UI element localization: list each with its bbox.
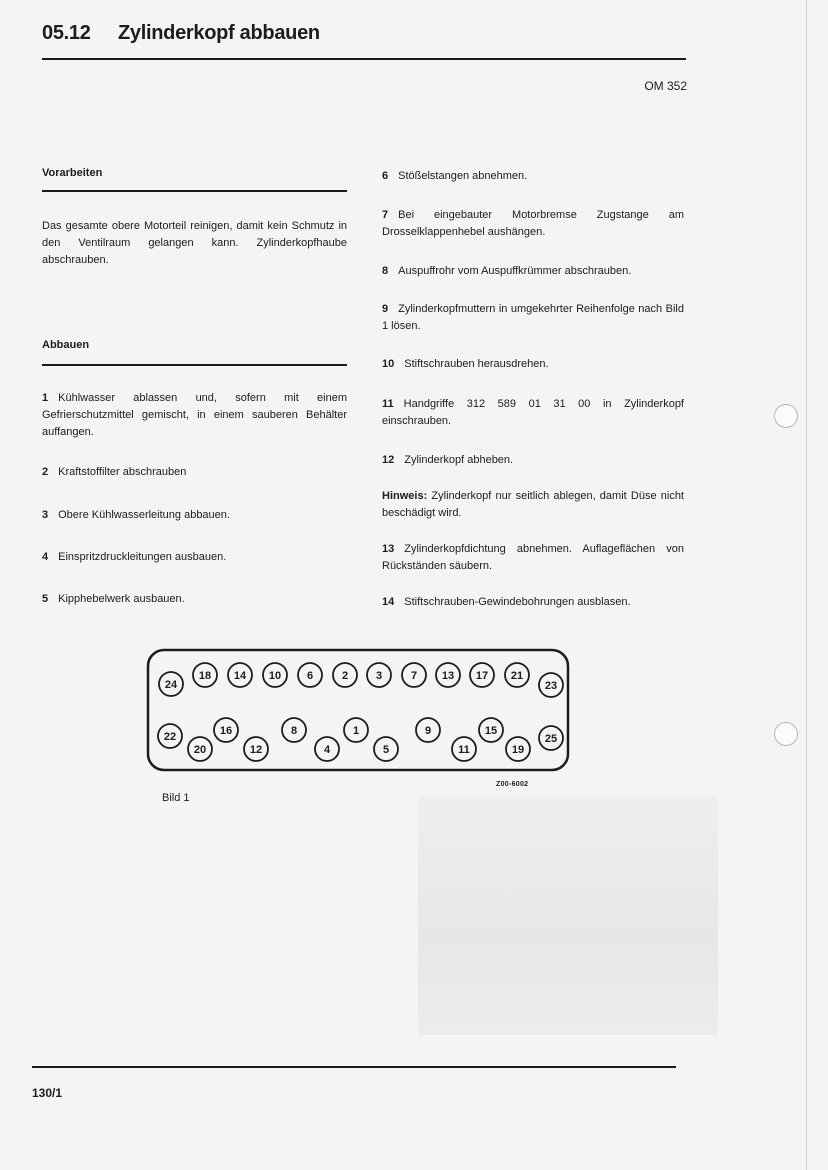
step-text: Kipphebelwerk ausbauen. (58, 593, 185, 605)
page-edge (806, 0, 807, 1170)
step-7 (382, 207, 684, 241)
bolt-sequence-svg (146, 648, 574, 793)
section-heading-preparation: Vorarbeiten (42, 167, 103, 179)
step-13 (382, 541, 684, 575)
step-9 (382, 301, 684, 335)
step-text: Auspuffrohr vom Auspuffkrümmer abschrauben. (398, 265, 632, 277)
bolt-label-17: 17 (475, 670, 489, 682)
step-10 (382, 356, 684, 373)
step-number: 13 (382, 543, 395, 555)
step-text: Kühlwasser ablassen und, sofern mit einem Gefrierschutzmittel gemischt, in einem sauberen Behälter auffangen. (42, 392, 347, 438)
chapter-number: 05.12 (42, 22, 91, 44)
step-text: Zylinderkopfmuttern in umgekehrter Reihenfolge nach Bild 1 lösen. (382, 303, 684, 332)
step-text: Zylinderkopf abheben. (404, 454, 514, 466)
note (382, 488, 684, 522)
bolt-label-23: 23 (544, 680, 558, 692)
bolt-label-18: 18 (198, 670, 212, 682)
step-text: Stiftschrauben-Gewindebohrungen ausblasen. (404, 596, 631, 608)
step-3 (42, 507, 347, 524)
bleed-through-photo (418, 795, 718, 1035)
step-number: 4 (42, 551, 49, 563)
bolt-label-12: 12 (249, 744, 263, 756)
step-number: 9 (382, 303, 389, 315)
bolt-label-9: 9 (424, 725, 432, 737)
step-text: Kraftstoffilter abschrauben (58, 466, 187, 478)
step-2 (42, 464, 347, 481)
step-text: Stiftschrauben herausdrehen. (404, 358, 549, 370)
section-rule-preparation (42, 190, 347, 192)
preparation-text: Das gesamte obere Motorteil reinigen, damit kein Schmutz in den Ventilraum gelangen kann. Zylinderkopfhaube abschrauben. (42, 220, 347, 266)
step-number: 2 (42, 466, 49, 478)
bolt-markers (158, 663, 563, 761)
bolt-label-11: 11 (458, 744, 470, 756)
bolt-sequence-diagram (146, 648, 574, 793)
step-6 (382, 168, 684, 185)
engine-model: OM 352 (644, 79, 687, 93)
punch-hole-lower (774, 722, 798, 746)
bolt-label-1: 1 (352, 725, 360, 737)
bolt-label-6: 6 (306, 670, 314, 682)
note-label: Hinweis: (382, 490, 428, 502)
bolt-label-13: 13 (441, 670, 455, 682)
step-number: 14 (382, 596, 395, 608)
punch-hole-upper (774, 404, 798, 428)
bolt-label-5: 5 (382, 744, 390, 756)
bolt-label-21: 21 (510, 670, 524, 682)
step-number: 6 (382, 170, 389, 182)
bolt-label-20: 20 (193, 744, 207, 756)
step-12 (382, 452, 684, 469)
bolt-label-25: 25 (544, 733, 558, 745)
footer-rule (32, 1066, 676, 1068)
step-text: Obere Kühlwasserleitung abbauen. (58, 509, 230, 521)
step-4 (42, 549, 347, 566)
bolt-label-24: 24 (164, 679, 178, 691)
step-number: 7 (382, 209, 389, 221)
step-number: 8 (382, 265, 389, 277)
step-text: Zylinderkopfdichtung abnehmen. Auflageflächen von Rückständen säubern. (382, 543, 684, 572)
header-rule (42, 58, 686, 60)
bolt-label-10: 10 (268, 670, 282, 682)
note-text: Zylinderkopf nur seitlich ablegen, damit Düse nicht beschädigt wird. (382, 490, 684, 519)
bolt-label-16: 16 (219, 725, 233, 737)
bolt-label-14: 14 (233, 670, 247, 682)
step-5 (42, 591, 347, 608)
bolt-label-15: 15 (484, 725, 498, 737)
bolt-label-7: 7 (410, 670, 418, 682)
step-number: 3 (42, 509, 49, 521)
step-8 (382, 263, 684, 280)
figure-code: Z00-6002 (496, 781, 529, 788)
step-text: Einspritzdruckleitungen ausbauen. (58, 551, 227, 563)
figure-caption: Bild 1 (162, 792, 190, 804)
step-number: 12 (382, 454, 395, 466)
step-number: 11 (382, 398, 394, 410)
section-rule-removal (42, 364, 347, 366)
bolt-label-8: 8 (290, 725, 298, 737)
bolt-label-19: 19 (511, 744, 525, 756)
bolt-label-22: 22 (163, 731, 177, 743)
step-1 (42, 390, 347, 441)
bolt-label-3: 3 (375, 670, 383, 682)
step-text: Handgriffe 312 589 01 31 00 in Zylinderkopf einschrauben. (382, 398, 684, 427)
chapter-title: Zylinderkopf abbauen (118, 22, 320, 44)
step-number: 10 (382, 358, 395, 370)
step-text: Stößelstangen abnehmen. (398, 170, 528, 182)
bolt-label-4: 4 (323, 744, 331, 756)
bolt-label-2: 2 (341, 670, 349, 682)
page-number: 130/1 (32, 1086, 63, 1100)
step-number: 1 (42, 392, 49, 404)
section-heading-removal: Abbauen (42, 339, 90, 351)
step-number: 5 (42, 593, 49, 605)
step-14 (382, 594, 684, 611)
step-text: Bei eingebauter Motorbremse Zugstange am Drosselklappenhebel aushängen. (382, 209, 684, 238)
step-11 (382, 396, 684, 430)
